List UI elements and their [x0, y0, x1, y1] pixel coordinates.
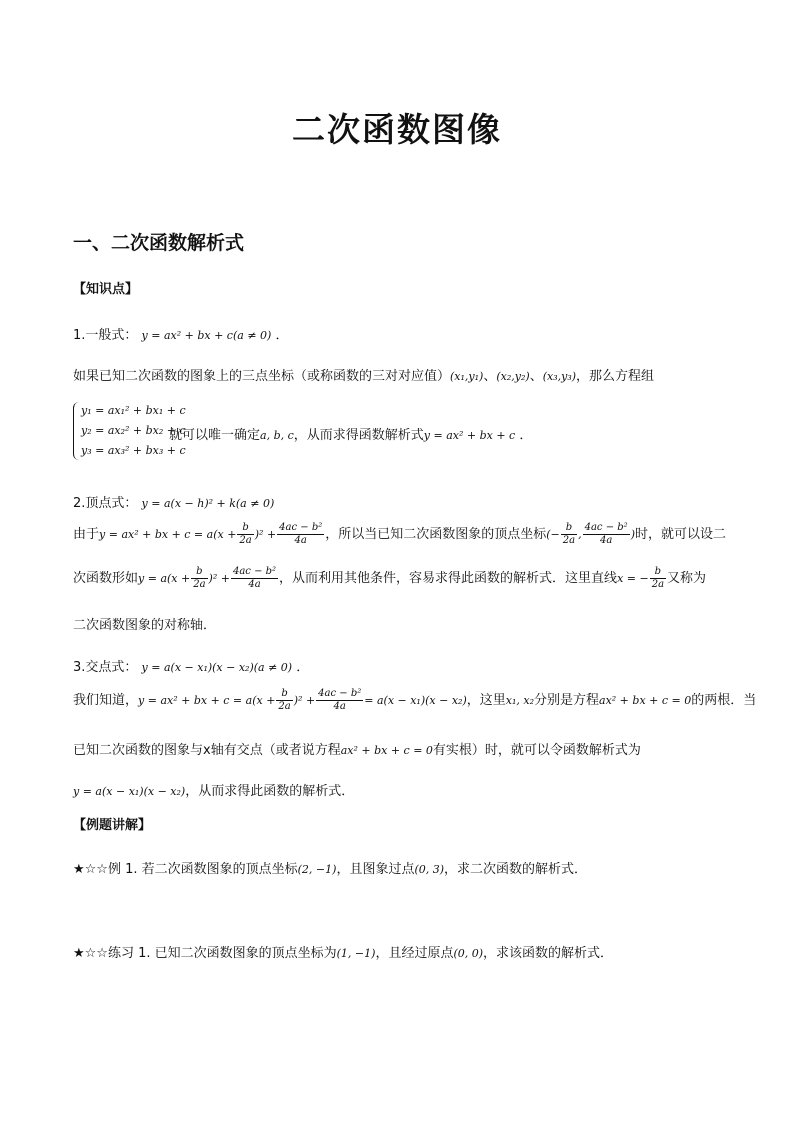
difficulty-stars: ★☆☆	[73, 862, 108, 877]
symmetry-axis-text: 二次函数图象的对称轴．	[73, 618, 217, 633]
intercept-derivation: 我们知道，y = ax² + bx + c = a(x + $\frac{b}{2a}$ )² + $\frac{\text{4ac − b²}}{4a}$ = a(x − x₁)(x − x₂)，这里x₁, x₂分别是方程ax² + bx + c = 0的两根．当	[73, 688, 757, 712]
page-title: 二次函数图像	[292, 110, 502, 149]
system-conclusion: 就可以唯一确定a, b, c，从而求得函数解析式y = ax² + bx + c ．	[169, 428, 533, 443]
vertex-form-formula: y = a(x − h)² + k(a ≠ 0)	[141, 497, 275, 510]
system-eq-3: y₃ = ax₃² + bx₃ + c	[81, 444, 186, 457]
difficulty-stars: ★☆☆	[73, 946, 108, 961]
example-1: ★☆☆例 1. 若二次函数图象的顶点坐标(2, −1)，且图象过点(0, 3)，求二次函数的解析式．	[73, 862, 588, 877]
vertex-form-line	[73, 492, 274, 511]
section-heading: 一、二次函数解析式	[73, 232, 245, 254]
vertex-form-label: 2.顶点式：	[73, 496, 138, 511]
vertex-derivation: 由于y = ax² + bx + c = a(x + $\frac{b}{2a}$ )² + $\frac{\text{4ac − b²}}{4a}$ ，所以当已知二次函数图象的顶点坐标(− $\frac{b}{2a}$ , $\frac{\text{4ac − b²}}{4a}$ )时，就可以设二	[73, 522, 726, 546]
general-form-formula: y = ax² + bx + c(a ≠ 0)	[141, 329, 272, 342]
system-eq-2: y₂ = ax₂² + bx₂ + c	[81, 424, 186, 437]
general-form-label: 1.一般式：	[73, 328, 138, 343]
point-2: (x₂,y₂)	[496, 370, 530, 383]
system-brace	[73, 402, 80, 460]
examples-tag: 【例题讲解】	[73, 818, 152, 833]
general-form-line: 1.一般式： y = ax² + bx + c(a ≠ 0) ．	[73, 328, 289, 343]
point-1: (x₁,y₁)	[450, 370, 484, 383]
intercept-form-line: 3.交点式： y = a(x − x₁)(x − x₂)(a ≠ 0) ．	[73, 660, 310, 675]
general-form-text: 如果已知二次函数的图象上的三点坐标（或称函数的三对对应值）(x₁,y₁)、(x₂,y₂)、(x₃,y₃)，那么方程组	[73, 369, 655, 384]
point-3: (x₃,y₃)	[542, 370, 577, 383]
intercept-form-label: 3.交点式：	[73, 660, 138, 675]
intercept-condition: 已知二次函数的图象与x轴有交点（或者说方程ax² + bx + c = 0有实根）时，就可以令函数解析式为	[73, 743, 641, 758]
practice-1: ★☆☆练习 1. 已知二次函数图象的顶点坐标为(1, −1)，且经过原点(0, 0)，求该函数的解析式．	[73, 946, 614, 961]
vertex-form-usage: 次函数形如y = a(x + $\frac{b}{2a}$ )² + $\frac{\text{4ac − b²}}{4a}$ ，从而利用其他条件，容易求得此函数的解析式．这里直线x = − $\frac{b}{2a}$ 又称为	[73, 566, 707, 590]
intercept-form-usage: y = a(x − x₁)(x − x₂)，从而求得此函数的解析式．	[73, 784, 355, 799]
knowledge-tag: 【知识点】	[73, 282, 139, 297]
system-eq-1: y₁ = ax₁² + bx₁ + c	[81, 404, 186, 417]
intercept-form-formula: y = a(x − x₁)(x − x₂)(a ≠ 0)	[141, 661, 293, 674]
